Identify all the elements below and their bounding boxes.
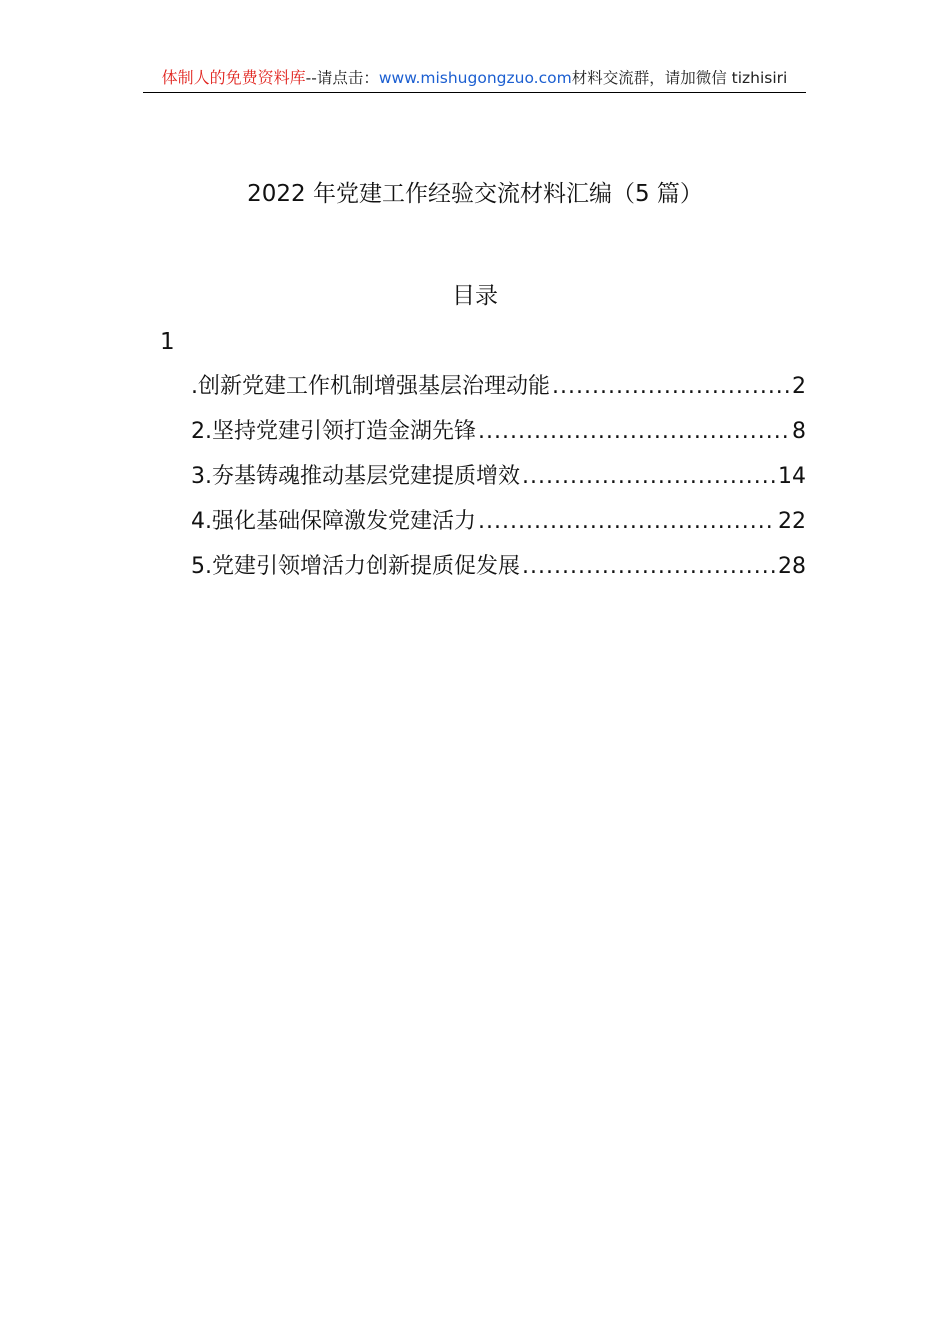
toc-entry-title: 2.坚持党建引领打造金湖先锋: [191, 419, 476, 444]
toc-entry-title: 3.夯基铸魂推动基层党建提质增效: [191, 464, 520, 489]
toc-entry-title: 5.党建引领增活力创新提质促发展: [191, 554, 520, 579]
toc-heading: 目录: [452, 283, 498, 309]
toc-entry[interactable]: [191, 460, 806, 505]
toc-stray-number: 1: [160, 329, 175, 355]
toc-dot-leader: [478, 505, 776, 539]
toc-page-number: 8: [792, 419, 806, 444]
table-of-contents: [191, 370, 806, 595]
toc-dot-leader: [478, 415, 790, 449]
toc-entry[interactable]: [191, 505, 806, 550]
toc-page-number: 2: [792, 374, 806, 399]
toc-dot-leader: [522, 460, 776, 494]
page-header-banner: [143, 64, 806, 93]
click-prompt: --请点击：: [305, 69, 379, 87]
toc-page-number: 28: [778, 554, 806, 579]
toc-dot-leader: [522, 550, 776, 584]
toc-entry[interactable]: [191, 370, 806, 415]
wechat-contact-note: 材料交流群，请加微信 tizhisiri: [571, 69, 788, 87]
toc-dot-leader: [552, 370, 790, 404]
toc-entry[interactable]: [191, 550, 806, 595]
toc-page-number: 14: [778, 464, 806, 489]
toc-entry-title: .创新党建工作机制增强基层治理动能: [191, 374, 550, 399]
document-title: 2022 年党建工作经验交流材料汇编（5 篇）: [247, 181, 703, 207]
toc-page-number: 22: [778, 509, 806, 534]
site-url-link[interactable]: www.mishugongzuo.com: [378, 69, 572, 87]
site-name: 体制人的免费资料库: [161, 68, 306, 87]
toc-entry-title: 4.强化基础保障激发党建活力: [191, 509, 476, 534]
toc-entry[interactable]: [191, 415, 806, 460]
